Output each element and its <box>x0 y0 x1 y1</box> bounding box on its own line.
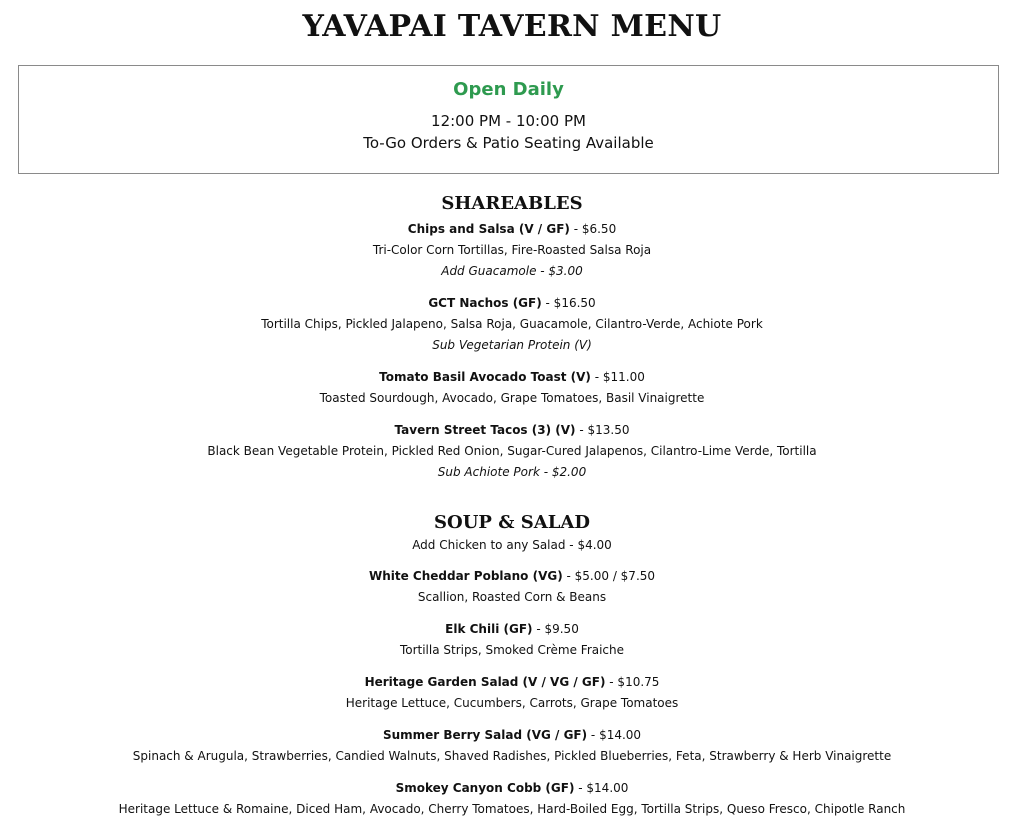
item-price: - $10.75 <box>605 675 660 689</box>
item-price: - $9.50 <box>532 622 579 636</box>
page-title: YAVAPAI TAVERN MENU <box>302 9 722 44</box>
menu-item <box>0 367 1024 409</box>
section-shareables <box>0 192 1024 483</box>
togo-note: To-Go Orders & Patio Seating Available <box>363 134 654 152</box>
section-soup-salad <box>0 511 1024 820</box>
menu-item <box>0 619 1024 661</box>
item-name: Chips and Salsa (V / GF) <box>407 222 570 236</box>
menu-item <box>0 566 1024 608</box>
item-description: Spinach & Arugula, Strawberries, Candied Walnuts, Shaved Radishes, Pickled Blueberries, Feta, Strawberry & Herb Vinaigrette <box>132 749 892 763</box>
section-title: SHAREABLES <box>441 193 583 214</box>
section-title: SOUP & SALAD <box>434 512 590 533</box>
item-description: Tortilla Strips, Smoked Crème Fraiche <box>399 643 625 657</box>
item-name: Summer Berry Salad (VG / GF) <box>382 728 588 742</box>
menu-item <box>0 725 1024 767</box>
item-price: - $14.00 <box>574 781 629 795</box>
item-addon: Add Guacamole - $3.00 <box>441 264 583 278</box>
item-name: Tavern Street Tacos (3) (V) <box>394 423 576 437</box>
hours-box <box>18 65 999 174</box>
item-price: - $14.00 <box>587 728 642 742</box>
item-description: Heritage Lettuce, Cucumbers, Carrots, Grape Tomatoes <box>345 696 679 710</box>
item-name: Elk Chili (GF) <box>445 622 533 636</box>
item-description: Heritage Lettuce & Romaine, Diced Ham, Avocado, Cherry Tomatoes, Hard-Boiled Egg, Tortilla Strips, Queso Fresco, Chipotle Ranch <box>118 802 906 816</box>
menu-item <box>0 420 1024 483</box>
item-description: Toasted Sourdough, Avocado, Grape Tomatoes, Basil Vinaigrette <box>319 391 705 405</box>
item-name: Heritage Garden Salad (V / VG / GF) <box>364 675 606 689</box>
item-description: Tri-Color Corn Tortillas, Fire-Roasted Salsa Roja <box>372 243 652 257</box>
item-price: - $11.00 <box>590 370 645 384</box>
menu-item <box>0 293 1024 356</box>
hours-text: 12:00 PM - 10:00 PM <box>431 112 586 130</box>
item-price: - $6.50 <box>569 222 617 236</box>
item-addon: Sub Achiote Pork - $2.00 <box>437 465 587 479</box>
section-note: Add Chicken to any Salad - $4.00 <box>412 538 612 552</box>
item-price: - $5.00 / $7.50 <box>562 569 656 583</box>
item-description: Tortilla Chips, Pickled Jalapeno, Salsa Roja, Guacamole, Cilantro-Verde, Achiote Pork <box>261 317 763 331</box>
menu-item <box>0 672 1024 714</box>
item-price: - $16.50 <box>541 296 596 310</box>
menu-item <box>0 219 1024 282</box>
item-price: - $13.50 <box>575 423 630 437</box>
item-description: Scallion, Roasted Corn & Beans <box>417 590 607 604</box>
item-name: Tomato Basil Avocado Toast (V) <box>379 370 591 384</box>
open-daily-heading: Open Daily <box>453 79 564 100</box>
item-name: Smokey Canyon Cobb (GF) <box>395 781 575 795</box>
item-description: Black Bean Vegetable Protein, Pickled Red Onion, Sugar-Cured Jalapenos, Cilantro-Lime Verde, Tortilla <box>207 444 817 458</box>
item-name: White Cheddar Poblano (VG) <box>368 569 563 583</box>
menu-item <box>0 778 1024 820</box>
item-addon: Sub Vegetarian Protein (V) <box>432 338 592 352</box>
item-name: GCT Nachos (GF) <box>428 296 542 310</box>
